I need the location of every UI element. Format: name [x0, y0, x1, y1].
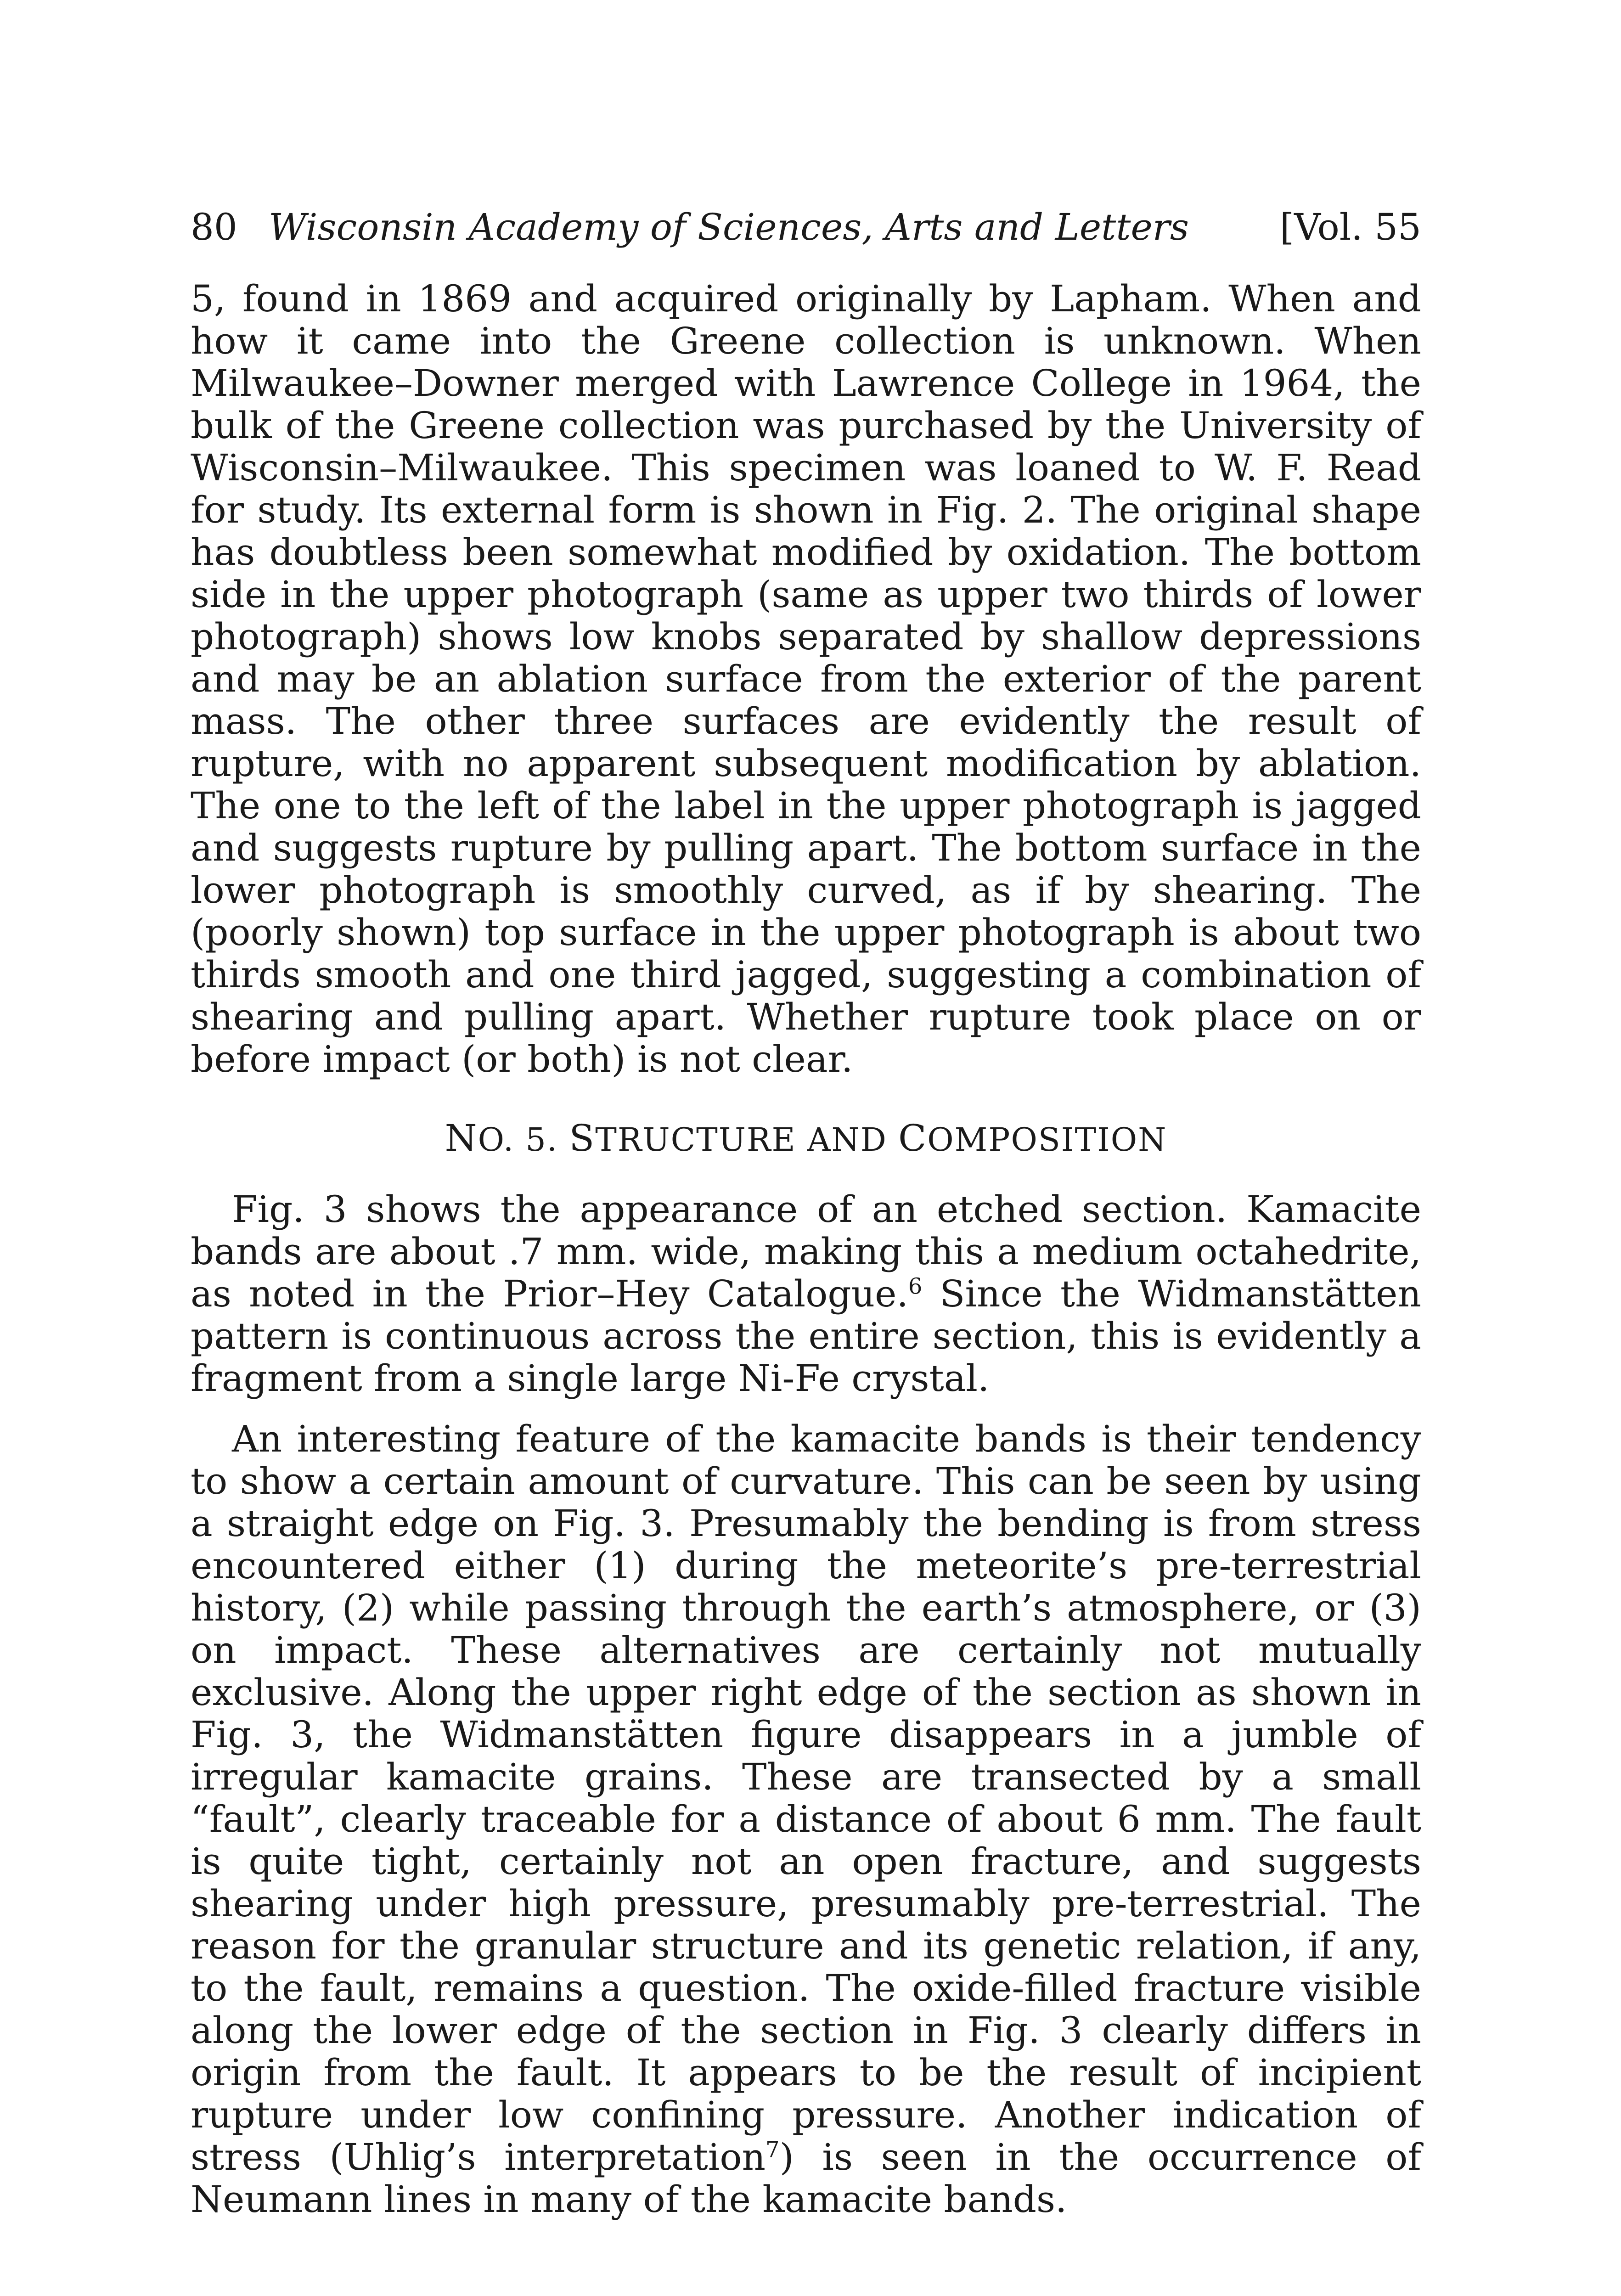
running-head: [191, 204, 1421, 250]
document-page: [191, 204, 1421, 2221]
heading-number: O. 5.: [478, 1121, 569, 1159]
volume-number: [Vol. 55: [1279, 206, 1421, 248]
section-heading: [191, 1117, 1421, 1161]
paragraph-kamacite-bands: [191, 1418, 1421, 2221]
heading-initial-s: S: [569, 1117, 596, 1159]
footnote-reference: 7: [765, 2137, 780, 2163]
heading-initial-n: N: [445, 1117, 478, 1159]
paragraph-etched-section: [191, 1188, 1421, 1400]
footnote-reference: 6: [908, 1273, 923, 1300]
journal-title: Wisconsin Academy of Sciences, Arts and Letters: [269, 206, 1189, 248]
paragraph-text: Fig. 3 shows the appearance of an etched section. Kamacite bands are about .7 mm. wide, making this a medium octahedrite, as noted in the Prior–Hey Catalogue.: [191, 1188, 1421, 1315]
paragraph-text: Since the Widmanstätten pattern is continuous across the entire section, this is evidently a fragment from a single large Ni-Fe crystal.: [191, 1272, 1421, 1400]
heading-word-composition: OMPOSITION: [927, 1121, 1167, 1159]
paragraph-text: An interesting feature of the kamacite bands is their tendency to show a certain amount of curvature. This can be seen by using a straight edge on Fig. 3. Presumably the bending is from stress encountered either (1) during the meteorite’s pre-terrestrial history, (2) while passing through the earth’s atmosphere, or (3) on impact. These alternatives are certainly not mutually exclusive. Along the upper right edge of the section as shown in Fig. 3, the Widmanstätten figure disappears in a jumble of irregular kamacite grains. These are transected by a small “fault”, clearly traceable for a distance of about 6 mm. The fault is quite tight, certainly not an open fracture, and suggests shearing under high pressure, presumably pre-terrestrial. The reason for the granular structure and its genetic relation, if any, to the fault, remains a question. The oxide-filled fracture visible along the lower edge of the section in Fig. 3 clearly differs in origin from the fault. It appears to be the result of incipient rupture under low confining pressure. Another indication of stress (Uhlig’s interpretation: [191, 1418, 1421, 2178]
page-number: 80: [191, 206, 237, 248]
paragraph-text: ) is seen in the occurrence of Neumann lines in many of the kamacite bands.: [191, 2136, 1421, 2221]
heading-word-structure: TRUCTURE AND: [595, 1121, 899, 1159]
paragraph-gap: [191, 1400, 1421, 1418]
heading-initial-c: C: [898, 1117, 928, 1159]
paragraph-continuation: 5, found in 1869 and acquired originally by Lapham. When and how it came into the Greene collection is unknown. When Milwaukee–Downer merged with Lawrence College in 1964, the bulk of the Greene collection was purchased by the University of Wisconsin–Milwaukee. This specimen was loaned to W. F. Read for study. Its external form is shown in Fig. 2. The original shape has doubtless been somewhat modified by oxidation. The bottom side in the upper photograph (same as upper two thirds of lower photograph) shows low knobs separated by shallow depressions and may be an ablation surface from the exterior of the parent mass. The other three surfaces are evidently the result of rupture, with no apparent subsequent modification by ablation. The one to the left of the label in the upper photograph is jagged and suggests rupture by pulling apart. The bottom surface in the lower photograph is smoothly curved, as if by shearing. The (poorly shown) top surface in the upper photograph is about two thirds smooth and one third jagged, suggesting a combination of shearing and pulling apart. Whether rupture took place on or before impact (or both) is not clear.: [191, 277, 1421, 1080]
